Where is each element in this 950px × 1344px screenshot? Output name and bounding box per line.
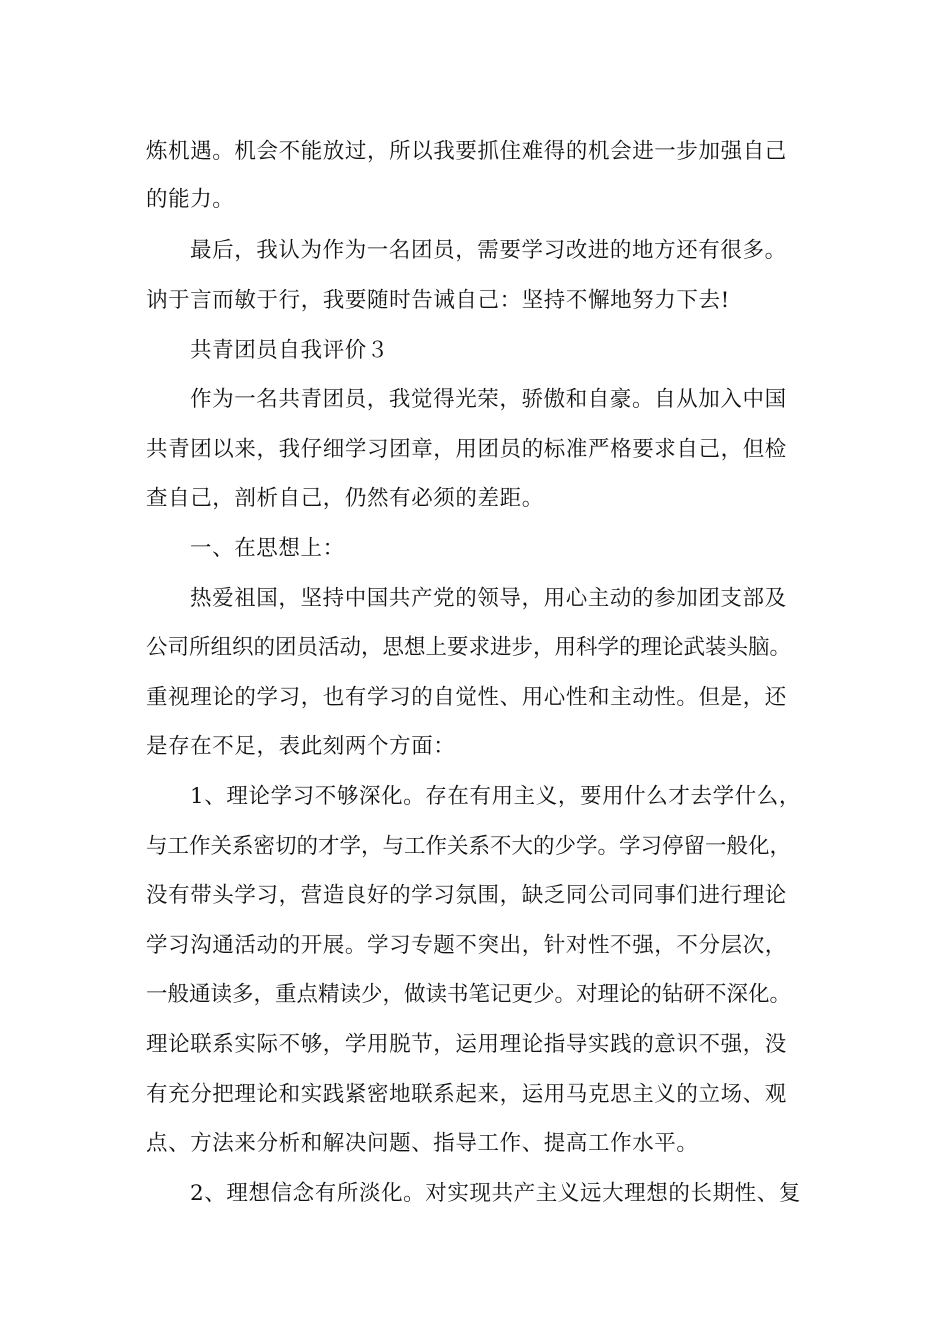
text-line: 点、方法来分析和解决问题、指导工作、提高工作水平。 (146, 1131, 699, 1156)
text-line: 是存在不足，表此刻两个方面： (146, 734, 456, 759)
text-line: 共青团以来，我仔细学习团章，用团员的标准严格要求自己，但检 (146, 437, 787, 462)
text-line: 2、理想信念有所淡化。对实现共产主义远大理想的长期性、复 (190, 1181, 801, 1206)
text-line: 没有带头学习，营造良好的学习氛围，缺乏同公司同事们进行理论 (146, 883, 787, 908)
text-line: 学习沟通活动的开展。学习专题不突出，针对性不强，不分层次， (146, 933, 787, 958)
text-line: 有充分把理论和实践紧密地联系起来，运用马克思主义的立场、观 (146, 1082, 787, 1107)
text-line: 作为一名共青团员，我觉得光荣，骄傲和自豪。自从加入中国 (190, 387, 787, 412)
text-line: 重视理论的学习，也有学习的自觉性、用心性和主动性。但是，还 (146, 685, 787, 710)
text-line: 公司所组织的团员活动，思想上要求进步，用科学的理论武装头脑。 (146, 635, 792, 660)
text-line: 最后，我认为作为一名团员，需要学习改进的地方还有很多。 (190, 238, 787, 263)
text-line: 与工作关系密切的才学，与工作关系不大的少学。学习停留一般化， (146, 834, 792, 859)
text-line: 理论联系实际不够，学用脱节，运用理论指导实践的意识不强，没 (146, 1032, 787, 1057)
text-line: 一般通读多，重点精读少，做读书笔记更少。对理论的钻研不深化。 (146, 982, 792, 1007)
text-line: 的能力。 (146, 187, 235, 212)
text-line: 查自己，剖析自己，仍然有必须的差距。 (146, 486, 544, 511)
text-line: 1、理论学习不够深化。存在有用主义，要用什么才去学什么， (190, 784, 801, 809)
text-line: 热爱祖国，坚持中国共产党的领导，用心主动的参加团支部及 (190, 586, 787, 611)
section-heading: 共青团员自我评价３ (190, 338, 389, 363)
subheading: 一、在思想上： (190, 536, 345, 561)
text-line: 炼机遇。机会不能放过，所以我要抓住难得的机会进一步加强自己 (146, 139, 787, 164)
text-line: 讷于言而敏于行，我要随时告诫自己：坚持不懈地努力下去! (146, 288, 730, 313)
